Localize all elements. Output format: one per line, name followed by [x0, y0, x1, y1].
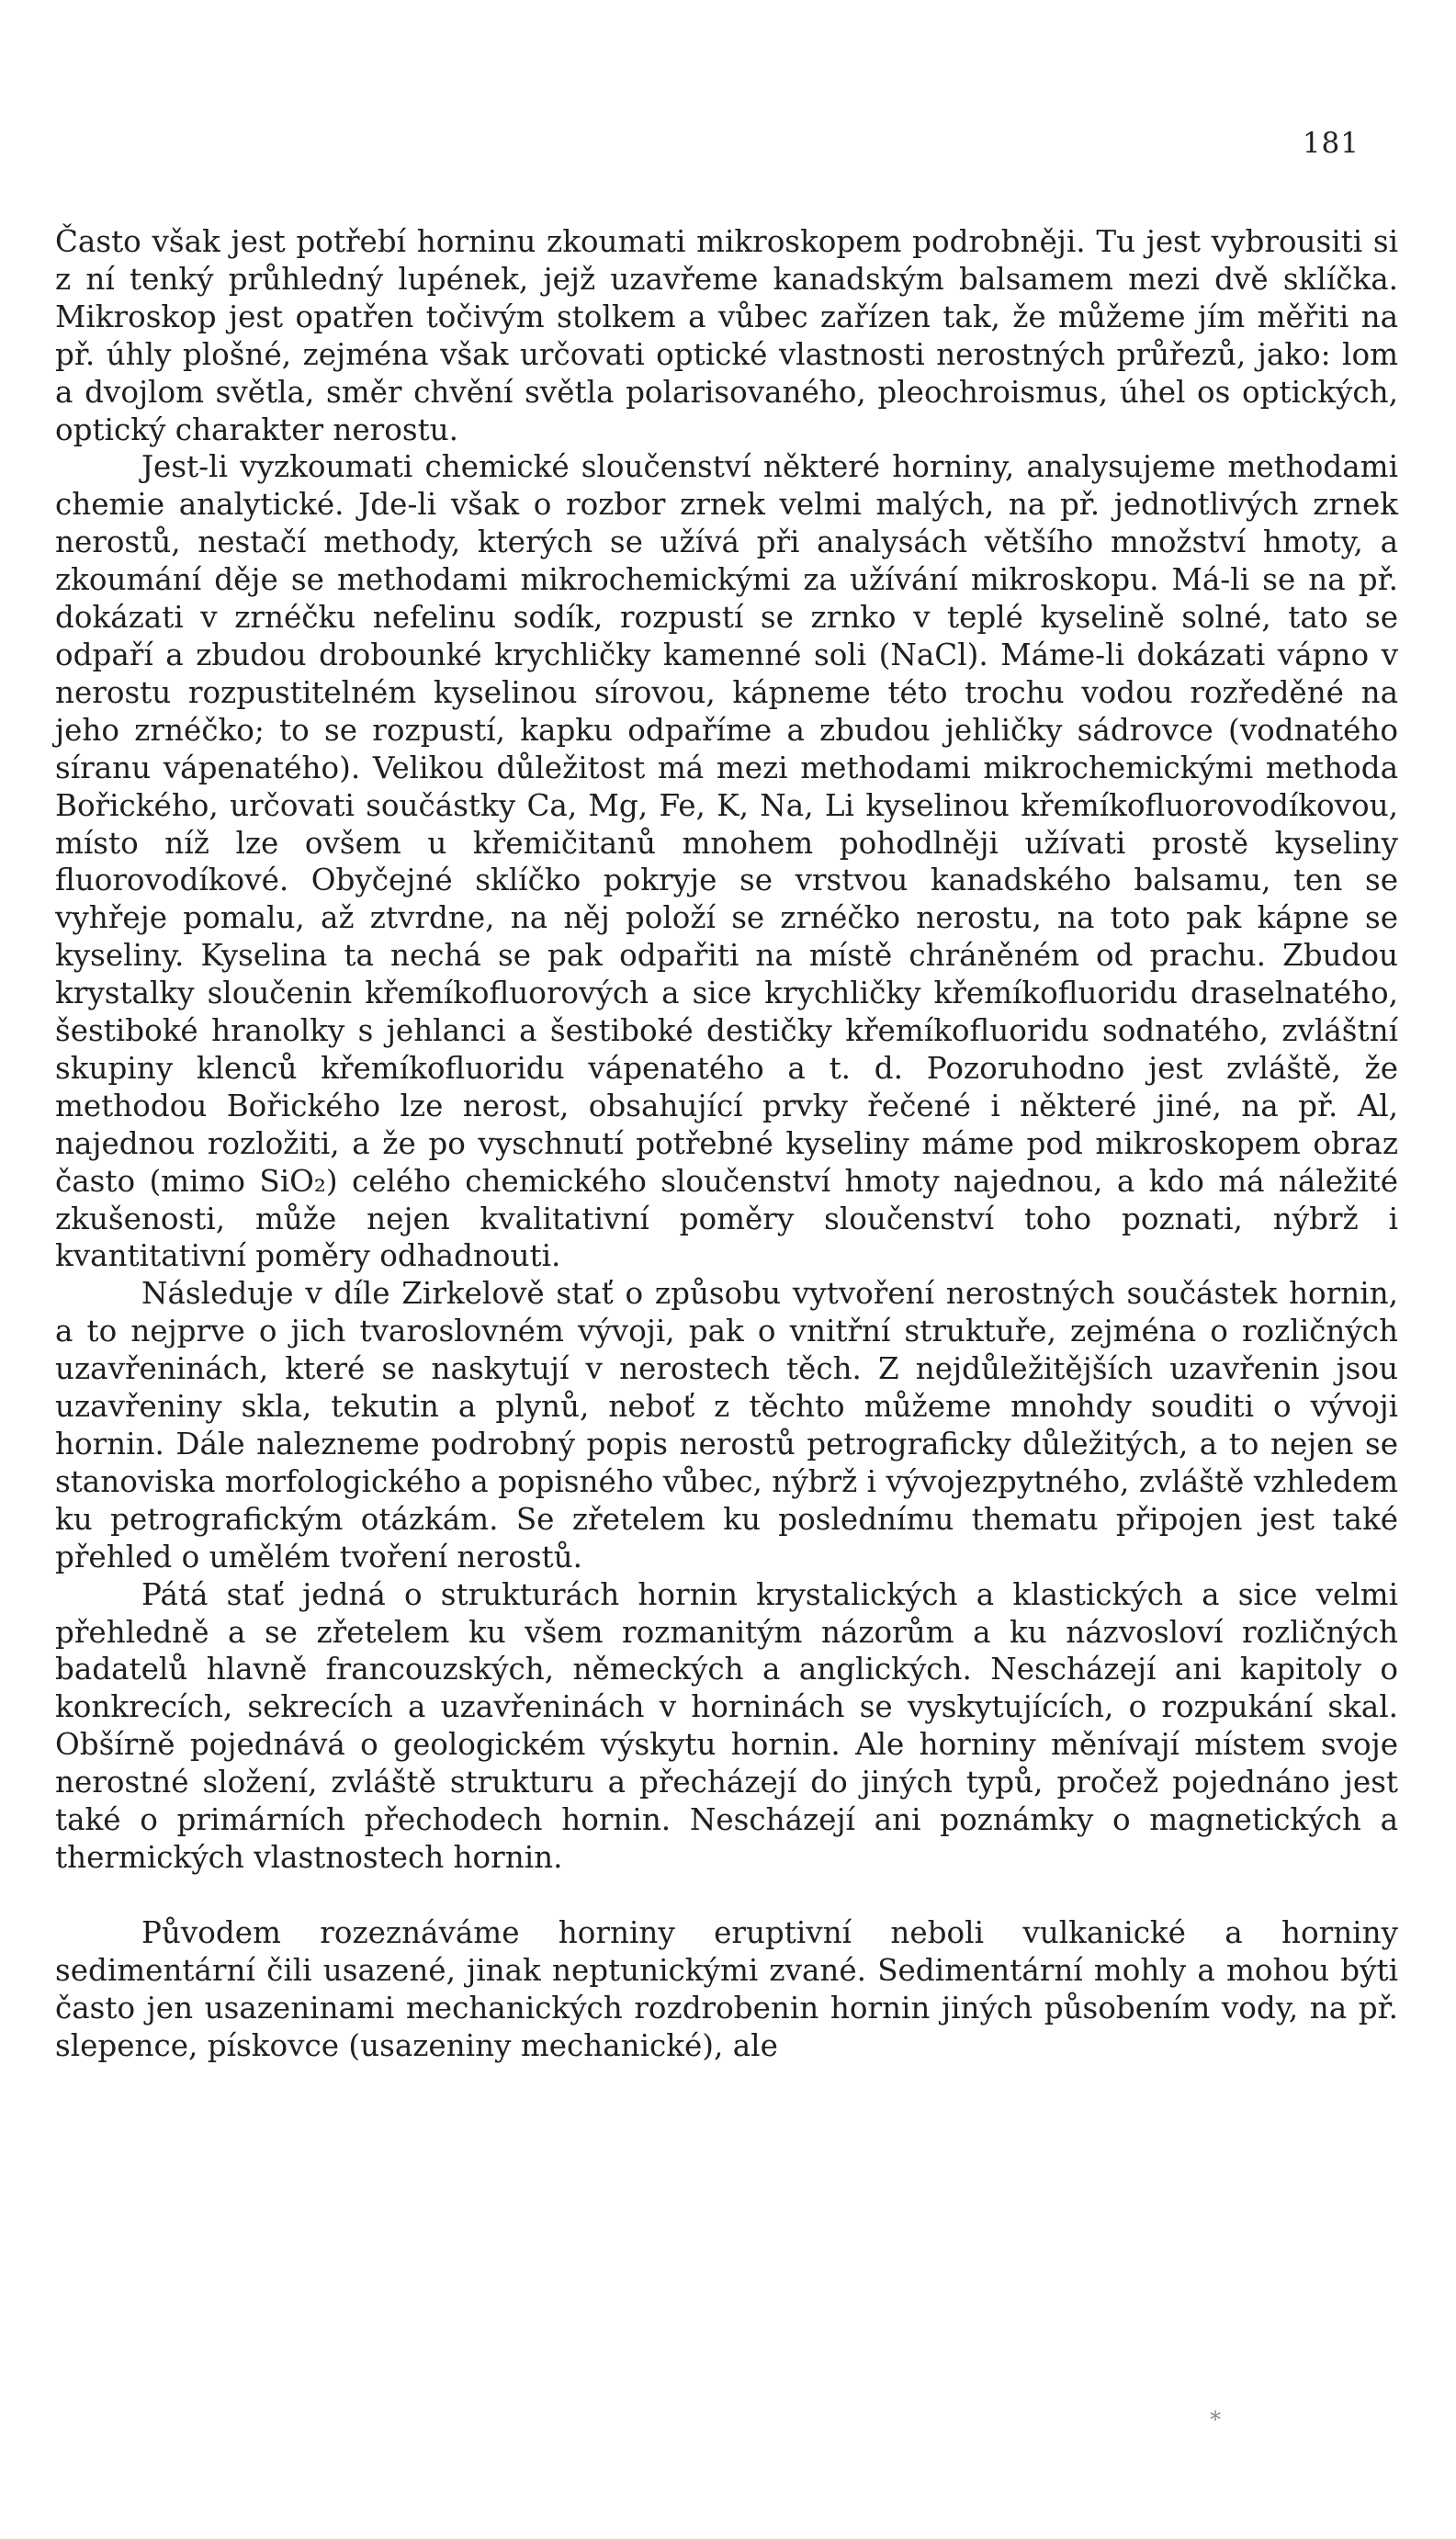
- page-number: 181: [1302, 127, 1360, 160]
- paragraph-origin: Původem rozeznáváme horniny eruptivní neboli vulkanické a horniny sedimentární čili usazené, jinak neptunickými zvané. Sedimentární mohly a mohou býti často jen usazeninami mechanických rozdrobenin hornin jiných působením vody, na př. slepence, pískovce (usazeniny mechanické), ale: [55, 1914, 1398, 2063]
- paragraph-zirkel: Následuje v díle Zirkelově stať o způsobu vytvoření nerostných součástek hornin, a to nejprve o jich tvaroslovném vývoji, pak o vnitřní struktuře, zejména o rozličných uzavřeninách, které se naskytují v nerostech těch. Z nejdůležitějších uzavřenin jsou uzavřeniny skla, tekutin a plynů, neboť z těchto můžeme mnohdy souditi o vývoji hornin. Dále nalezneme podrobný popis nerostů petrograficky důležitých, a to nejen se stanoviska morfologického a popisného vůbec, nýbrž i vývojezpytného, zvláště vzhledem ku petrografickým otázkám. Se zřetelem ku poslednímu thematu připojen jest také přehled o umělém tvoření nerostů.: [55, 1276, 1398, 1574]
- page-body: [55, 223, 1398, 2065]
- footer-asterisk: *: [1210, 2407, 1221, 2432]
- paragraph-chemistry: Jest-li vyzkoumati chemické sloučenství některé horniny, analysujeme methodami chemie analytické. Jde-li však o rozbor zrnek velmi malých, na př. jednotlivých zrnek nerostů, nestačí methody, kterých se užívá při analysách většího množství hmoty, a zkoumání děje se methodami mikrochemickými za užívání mikroskopu. Má-li se na př. dokázati v zrnéčku nefelinu sodík, rozpustí se zrnko v teplé kyselině solné, tato se odpaří a zbudou drobounké krychličky kamenné soli (NaCl). Máme-li dokázati vápno v nerostu rozpustitelném kyselinou sírovou, kápneme této trochu vodou rozředěné na jeho zrnéčko; to se rozpustí, kapku odpaříme a zbudou jehličky sádrovce (vodnatého síranu vápenatého). Velikou důležitost má mezi methodami mikrochemickými methoda Bořického, určovati součástky Ca, Mg, Fe, K, Na, Li kyselinou křemíkofluorovodíkovou, místo níž lze ovšem u křemičitanů mnohem pohodlněji užívati prostě kyseliny fluorovodíkové. Obyčejné sklíčko pokryje se vrstvou kanadského balsamu, ten se vyhřeje pomalu, až ztvrdne, na něj položí se zrnéčko nerostu, na toto pak kápne se kyseliny. Kyselina ta nechá se pak odpařiti na místě chráněném od prachu. Zbudou krystalky sloučenin křemíkofluorových a sice krychličky křemíkofluoridu draselnatého, šestiboké hranolky s jehlanci a šestiboké destičky křemíkofluoridu sodnatého, zvláštní skupiny klenců křemíkofluoridu vápenatého a t. d. Pozoruhodno jest zvláště, že methodou Bořického lze nerost, obsahující prvky řečené i některé jiné, na př. Al, najednou rozložiti, a že po vyschnutí potřebné kyseliny máme pod mikroskopem obraz často (mimo SiO₂) celého chemického sloučenství hmoty najednou, a kdo má náležité zkušenosti, může nejen kvalitativní poměry sloučenství toho poznati, nýbrž i kvantitativní poměry odhadnouti.: [55, 449, 1398, 1274]
- paragraph-structures: Pátá stať jedná o strukturách hornin krystalických a klastických a sice velmi přehledně a se zřetelem ku všem rozmanitým názorům a ku názvosloví rozličných badatelů hlavně francouzských, německých a anglických. Nescházejí ani kapitoly o konkrecích, sekrecích a uzavřeninách v horninách se vyskytujících, o rozpukání skal. Obšírně pojednává o geologickém výskytu hornin. Ale horniny měnívají místem svoje nerostné složení, zvláště strukturu a přecházejí do jiných typů, pročež pojednáno jest také o primárních přechodech hornin. Nescházejí ani poznámky o magnetických a thermických vlastnostech hornin.: [55, 1576, 1398, 1875]
- paragraph-microscopy: Často však jest potřebí horninu zkoumati mikroskopem podrobněji. Tu jest vybrousiti si z ní tenký průhledný lupének, jejž uzavřeme kanadským balsamem mezi dvě sklíčka. Mikroskop jest opatřen točivým stolkem a vůbec zařízen tak, že můžeme jím měřiti na př. úhly plošné, zejména však určovati optické vlastnosti nerostných průřezů, jako: lom a dvojlom světla, směr chvění světla polarisovaného, pleochroismus, úhel os optických, optický charakter nerostu.: [55, 224, 1398, 447]
